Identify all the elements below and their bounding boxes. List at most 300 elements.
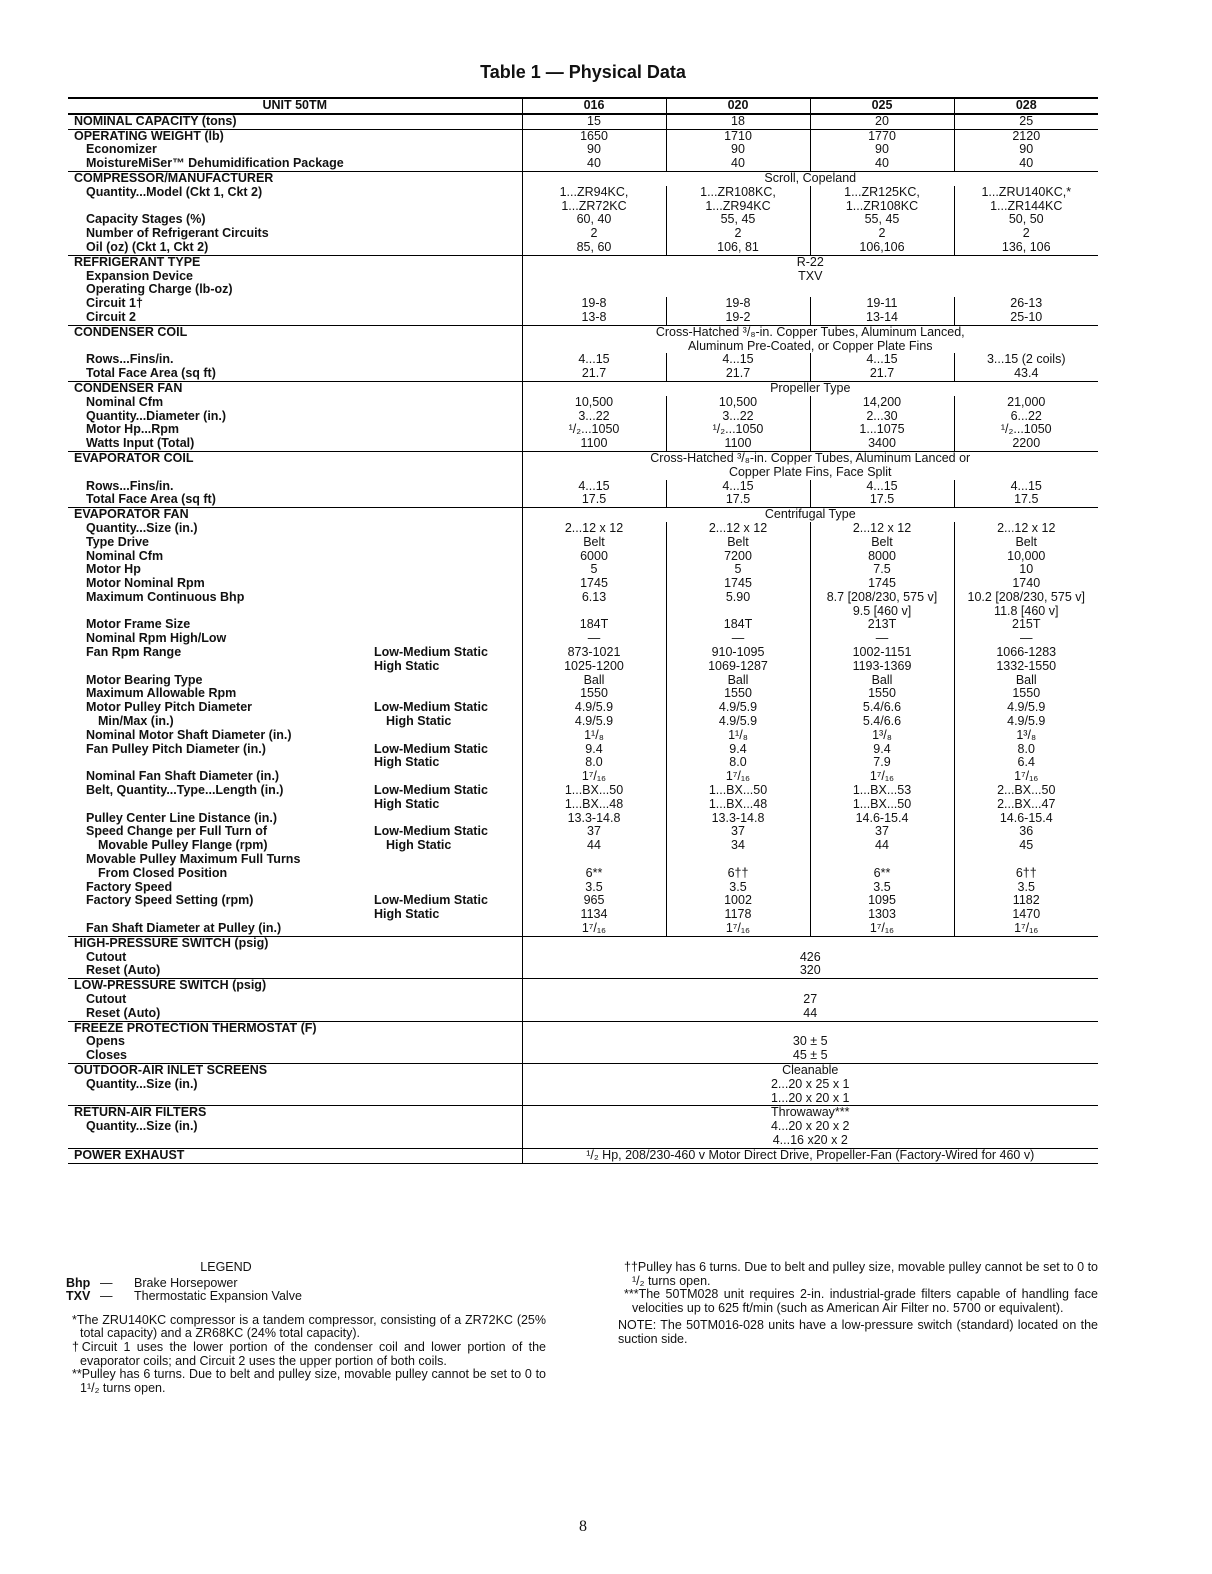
- row-label: [68, 1049, 522, 1063]
- row-label-text: Oil (oz) (Ckt 1, Ckt 2): [86, 239, 209, 254]
- row-label: [68, 894, 522, 908]
- row-label: [68, 396, 522, 410]
- row-value-span: [522, 1021, 1098, 1035]
- row-value-028: 2200: [954, 437, 1098, 451]
- row-sublabel: Low-Medium Static: [374, 700, 488, 715]
- row-label: [68, 687, 522, 701]
- table-row: [68, 577, 1098, 591]
- row-value-span: Centrifugal Type: [764, 507, 856, 522]
- footnote-dagger: †Circuit 1 uses the lower portion of the condenser coil and lower portion of the evaporator coils; and Circuit 2 uses the upper portion of both coils.: [72, 1339, 546, 1368]
- row-value-028: 2...12 x 12: [954, 522, 1098, 536]
- row-value-016: 6.13: [581, 589, 607, 604]
- row-value-016: 21.7: [522, 367, 666, 381]
- table-row: [68, 1049, 1098, 1063]
- table-row: [68, 508, 1098, 522]
- row-label: [68, 993, 522, 1007]
- row-value-016: 3...22: [578, 408, 610, 423]
- table-row: [68, 437, 1098, 451]
- row-value-020: 4.9/5.9: [666, 701, 810, 715]
- row-label: [68, 577, 522, 591]
- row-value-028: 10: [954, 563, 1098, 577]
- row-value-span: 320: [522, 964, 1098, 978]
- row-value-span: Cross-Hatched ³/₈-in. Copper Tubes, Aluminum Lanced, Aluminum Pre-Coated, or Copper Plate Fins: [655, 324, 965, 353]
- table-row: [68, 297, 1098, 311]
- row-value-020: Belt: [666, 536, 810, 550]
- row-label-text: EVAPORATOR COIL: [74, 450, 194, 465]
- table-row: [68, 255, 1098, 269]
- table-row: [68, 311, 1098, 325]
- row-value-028: 1³/₈: [954, 729, 1098, 743]
- row-label: [68, 186, 522, 214]
- row-value-028: 10.2 [208/230, 575 v] 11.8 [460 v]: [954, 591, 1098, 619]
- footnote-triple-asterisk: ***The 50TM028 unit requires 2-in. industrial-grade filters capable of handling face velocities up to 625 ft/min (such as American Air Filter no. 5700 or equivalent).: [624, 1287, 1098, 1315]
- row-value-016: 1650: [580, 128, 608, 143]
- row-label: [68, 922, 522, 936]
- row-value-028: 2...BX...47: [954, 798, 1098, 812]
- row-value-016: 85, 60: [522, 241, 666, 255]
- table-row: [68, 480, 1098, 494]
- row-label-text: Opens: [86, 1034, 125, 1049]
- row-value-025: 2...30: [810, 410, 954, 424]
- row-value-028: 2120: [954, 129, 1098, 143]
- row-value-025: 13-14: [810, 311, 954, 325]
- row-value-016: 60, 40: [576, 212, 612, 227]
- row-label: [68, 1148, 522, 1163]
- row-label: [68, 550, 522, 564]
- row-value-028: 1182: [954, 894, 1098, 908]
- row-sublabel: High Static: [386, 838, 452, 853]
- table-title: Table 1 — Physical Data: [480, 62, 686, 82]
- row-value-016: 1¹/₈: [584, 727, 604, 742]
- row-value-020: 13.3-14.8: [666, 812, 810, 826]
- table-row: [68, 951, 1098, 965]
- legend-heading: LEGEND: [200, 1260, 252, 1274]
- row-value-020: 1...BX...48: [666, 798, 810, 812]
- row-value-span: 426: [799, 949, 821, 964]
- row-label: [68, 660, 522, 674]
- row-label-text: REFRIGERANT TYPE: [74, 254, 201, 269]
- abbr-dash: —: [100, 1275, 113, 1290]
- row-label-text: Cutout: [86, 992, 127, 1006]
- row-label: [68, 227, 522, 241]
- table-row: [68, 143, 1098, 157]
- row-label-text: Total Face Area (sq ft): [86, 492, 216, 507]
- row-label-text: Circuit 1†: [86, 296, 143, 311]
- row-label-text: Total Face Area (sq ft): [86, 366, 216, 381]
- row-value-025: 1550: [810, 687, 954, 701]
- row-value-028: 26-13: [954, 297, 1098, 311]
- row-value-016: 1...BX...50: [564, 783, 624, 798]
- row-label-text: Motor Frame Size: [86, 617, 191, 632]
- row-value-025: 1303: [810, 908, 954, 922]
- table-row: [68, 367, 1098, 381]
- row-value-025: 1...BX...53: [810, 784, 954, 798]
- row-value-span: Throwaway***: [770, 1105, 850, 1120]
- row-label-text: Factory Speed Setting (rpm): [86, 893, 254, 908]
- row-label-text: CONDENSER COIL: [74, 324, 188, 339]
- table-row: [68, 396, 1098, 410]
- row-label: [68, 839, 522, 853]
- row-value-028: 2: [954, 227, 1098, 241]
- table-row: [68, 1106, 1098, 1120]
- row-label: [68, 129, 522, 143]
- table-row: [68, 1063, 1098, 1077]
- table-row: [68, 129, 1098, 143]
- row-value-016: 1...ZR94KC, 1...ZR72KC: [559, 184, 629, 213]
- row-value-016: 40: [522, 157, 666, 171]
- row-value-020: 1710: [666, 129, 810, 143]
- abbr-dash: —: [100, 1289, 113, 1304]
- table-row: [68, 157, 1098, 171]
- row-label-text: LOW-PRESSURE SWITCH (psig): [74, 978, 267, 993]
- page-number: 8: [579, 1518, 587, 1535]
- row-value-028: 90: [954, 143, 1098, 157]
- row-value-025: 1745: [810, 577, 954, 591]
- row-value-028: 215T: [954, 618, 1098, 632]
- row-value-020: 1¹/₈: [666, 729, 810, 743]
- row-label: [68, 1063, 522, 1077]
- table-row: [68, 674, 1098, 688]
- row-value-028: 4.9/5.9: [954, 701, 1098, 715]
- row-value-016: 9.4: [585, 741, 603, 756]
- row-label-text: Fan Shaft Diameter at Pulley (in.): [86, 921, 282, 936]
- row-value-025: 14.6-15.4: [810, 812, 954, 826]
- row-value-028: 45: [954, 839, 1098, 853]
- row-label: [68, 423, 522, 437]
- abbr-definition: Thermostatic Expansion Valve: [134, 1289, 302, 1304]
- table-row: [68, 853, 1098, 867]
- row-label-text: Movable Pulley Maximum Full Turns: [86, 852, 301, 867]
- table-row: [68, 325, 1098, 353]
- row-value-025: 40: [810, 157, 954, 171]
- row-sublabel: High Static: [374, 796, 440, 811]
- row-value-020: 7200: [666, 550, 810, 564]
- table-row: [68, 881, 1098, 895]
- row-value-016: 1550: [580, 686, 608, 701]
- row-label: [68, 812, 522, 826]
- row-value-025: 9.4: [810, 743, 954, 757]
- row-value-020: 19-8: [666, 297, 810, 311]
- row-value-span: [522, 979, 1098, 993]
- row-label-text: From Closed Position: [98, 865, 228, 880]
- row-label-text: POWER EXHAUST: [74, 1147, 185, 1162]
- row-value-span: 4...20 x 20 x 2 4...16 x20 x 2: [522, 1120, 1098, 1148]
- legend-left: [66, 1261, 546, 1395]
- row-label: [68, 798, 522, 812]
- row-value-025: 1⁷/₁₆: [810, 770, 954, 784]
- row-value-016: 4...15: [578, 352, 610, 367]
- row-label-text: Expansion Device: [86, 268, 193, 283]
- row-label: [68, 674, 522, 688]
- row-value-028: 3.5: [954, 881, 1098, 895]
- row-value-028: 1066-1283: [954, 646, 1098, 660]
- row-value-016: Ball: [583, 672, 605, 687]
- row-sublabel: Low-Medium Static: [374, 893, 488, 908]
- row-sublabel: High Static: [374, 658, 440, 673]
- table-row: [68, 618, 1098, 632]
- row-label: [68, 756, 522, 770]
- row-value-025: 1⁷/₁₆: [810, 922, 954, 936]
- row-label: [68, 508, 522, 522]
- row-value-span: 45 ± 5: [522, 1049, 1098, 1063]
- row-value-025: 1002-1151: [810, 646, 954, 660]
- row-label-text: Nominal Motor Shaft Diameter (in.): [86, 727, 292, 742]
- row-label: [68, 825, 522, 839]
- row-value-016: 90: [587, 142, 601, 157]
- header-col-016: 016: [522, 98, 666, 114]
- row-value-028: [954, 853, 1098, 867]
- table-row: [68, 993, 1098, 1007]
- row-value-025: Ball: [810, 674, 954, 688]
- row-label: [68, 951, 522, 965]
- row-label: [68, 311, 522, 325]
- row-value-020: 1745: [666, 577, 810, 591]
- table-row: [68, 784, 1098, 798]
- row-label-text: Motor Nominal Rpm: [86, 576, 205, 591]
- row-label: [68, 143, 522, 157]
- row-sublabel: Low-Medium Static: [374, 783, 488, 798]
- row-label-text: Fan Pulley Pitch Diameter (in.): [86, 741, 266, 756]
- row-label: [68, 1078, 522, 1106]
- row-label: [68, 729, 522, 743]
- row-value-028: 36: [954, 825, 1098, 839]
- row-label-text: Factory Speed: [86, 879, 173, 894]
- row-label-text: Pulley Center Line Distance (in.): [86, 810, 278, 825]
- row-value-025: 6**: [810, 867, 954, 881]
- row-value-020: 90: [666, 143, 810, 157]
- table-header-row: [68, 98, 1098, 114]
- row-value-028: 1470: [954, 908, 1098, 922]
- row-value-016: ¹/₂...1050: [568, 422, 620, 437]
- row-value-020: 40: [666, 157, 810, 171]
- table-row: [68, 213, 1098, 227]
- row-value-span: [522, 283, 1098, 297]
- row-value-025: 1...1075: [810, 423, 954, 437]
- row-value-025: 21.7: [810, 367, 954, 381]
- row-value-016: 1100: [522, 437, 666, 451]
- row-value-span: 44: [522, 1007, 1098, 1021]
- row-label-text: Type Drive: [86, 534, 149, 549]
- row-value-span: R-22: [796, 254, 824, 269]
- row-value-025: 17.5: [810, 493, 954, 507]
- row-value-025: 8.7 [208/230, 575 v] 9.5 [460 v]: [810, 591, 954, 619]
- row-label-text: Quantity...Size (in.): [86, 1076, 198, 1091]
- row-value-016: 15: [522, 114, 666, 129]
- table-row: [68, 522, 1098, 536]
- row-sublabel: High Static: [386, 714, 452, 729]
- row-label-text: Fan Rpm Range: [86, 645, 182, 660]
- row-label-text: Operating Charge (lb-oz): [86, 282, 233, 297]
- row-label: [68, 297, 522, 311]
- row-value-020: 18: [666, 114, 810, 129]
- row-value-020: 5: [666, 563, 810, 577]
- row-label-text: OUTDOOR-AIR INLET SCREENS: [74, 1062, 268, 1077]
- row-value-020: 5.90: [666, 591, 810, 619]
- row-value-016: 2: [590, 226, 598, 241]
- row-label: [68, 270, 522, 284]
- row-value-028: 14.6-15.4: [954, 812, 1098, 826]
- table-row: [68, 770, 1098, 784]
- row-label: [68, 437, 522, 451]
- row-value-span: Propeller Type: [770, 380, 851, 395]
- row-value-028: 6.4: [954, 756, 1098, 770]
- row-label: [68, 964, 522, 978]
- table-row: [68, 922, 1098, 936]
- row-label-text: Speed Change per Full Turn of: [86, 824, 268, 839]
- row-value-025: 7.5: [810, 563, 954, 577]
- row-label: [68, 853, 522, 867]
- row-value-020: 1⁷/₁₆: [666, 922, 810, 936]
- row-value-028: 136, 106: [954, 241, 1098, 255]
- row-value-025: 2: [810, 227, 954, 241]
- row-label: [68, 591, 522, 619]
- row-value-016: —: [587, 631, 601, 646]
- row-value-028: —: [954, 632, 1098, 646]
- row-value-025: 1...BX...50: [810, 798, 954, 812]
- table-row: [68, 715, 1098, 729]
- row-label: [68, 1021, 522, 1035]
- row-label: [68, 241, 522, 255]
- table-row: [68, 381, 1098, 395]
- row-sublabel: Low-Medium Static: [374, 741, 488, 756]
- table-row: [68, 270, 1098, 284]
- row-value-016: 37: [587, 824, 601, 839]
- row-label-text: Nominal Rpm High/Low: [86, 631, 227, 646]
- row-value-020: 1100: [666, 437, 810, 451]
- row-label: [68, 381, 522, 395]
- row-value-028: 17.5: [954, 493, 1098, 507]
- row-label: [68, 632, 522, 646]
- row-value-028: 1550: [954, 687, 1098, 701]
- footnote-note: NOTE: The 50TM016-028 units have a low-pressure switch (standard) located on the suction side.: [618, 1318, 1098, 1346]
- row-value-span: 27: [803, 992, 818, 1006]
- table-row: [68, 839, 1098, 853]
- row-label-text: FREEZE PROTECTION THERMOSTAT (F): [74, 1020, 317, 1035]
- row-label-text: Cutout: [86, 949, 127, 964]
- row-value-020: 55, 45: [666, 213, 810, 227]
- row-label-text: Motor Hp...Rpm: [86, 422, 180, 437]
- row-value-016: 1745: [580, 576, 608, 591]
- row-value-016: 44: [587, 838, 601, 853]
- row-value-020: 1⁷/₁₆: [666, 770, 810, 784]
- row-value-028: ¹/₂...1050: [954, 423, 1098, 437]
- row-label: [68, 493, 522, 507]
- row-value-025: 90: [810, 143, 954, 157]
- row-value-028: Belt: [954, 536, 1098, 550]
- row-value-span: Cleanable: [782, 1062, 839, 1077]
- row-value-028: 43.4: [954, 367, 1098, 381]
- row-label-text: Min/Max (in.): [98, 714, 174, 729]
- row-value-025: 213T: [810, 618, 954, 632]
- row-value-020: 37: [666, 825, 810, 839]
- row-value-016: 5: [590, 562, 598, 577]
- row-label: [68, 283, 522, 297]
- row-label: [68, 157, 522, 171]
- table-row: [68, 493, 1098, 507]
- table-row: [68, 936, 1098, 950]
- row-label: [68, 353, 522, 367]
- table-row: [68, 1078, 1098, 1106]
- row-label-text: COMPRESSOR/MANUFACTURER: [74, 170, 274, 185]
- row-value-025: 1...ZR125KC, 1...ZR108KC: [810, 186, 954, 214]
- row-label-text: Motor Bearing Type: [86, 672, 203, 687]
- row-label-text: Quantity...Diameter (in.): [86, 408, 227, 423]
- table-row: [68, 812, 1098, 826]
- row-label: [68, 1120, 522, 1148]
- row-label: [68, 563, 522, 577]
- table-row: [68, 227, 1098, 241]
- row-label-text: Quantity...Size (in.): [86, 1119, 198, 1134]
- row-label: [68, 715, 522, 729]
- row-value-016: 4...15: [578, 478, 610, 493]
- row-value-028: 10,000: [954, 550, 1098, 564]
- row-value-028: 1332-1550: [954, 660, 1098, 674]
- row-value-025: 14,200: [810, 396, 954, 410]
- row-label-text: OPERATING WEIGHT (lb): [74, 128, 224, 143]
- table-row: [68, 979, 1098, 993]
- table-row: [68, 1007, 1098, 1021]
- row-label: [68, 1007, 522, 1021]
- header-col-028: 028: [954, 98, 1098, 114]
- row-value-016: 1⁷/₁₆: [522, 922, 666, 936]
- row-label: [68, 536, 522, 550]
- row-label: [68, 114, 522, 129]
- row-value-016: 1⁷/₁₆: [581, 769, 607, 784]
- row-label-text: EVAPORATOR FAN: [74, 507, 189, 522]
- row-value-020: 910-1095: [666, 646, 810, 660]
- footnote-double-asterisk: **Pulley has 6 turns. Due to belt and pulley size, movable pulley cannot be set to 0 to 1¹/₂ turns open.: [72, 1367, 546, 1395]
- row-sublabel: High Static: [374, 907, 440, 922]
- table-row: [68, 825, 1098, 839]
- row-value-020: 9.4: [666, 743, 810, 757]
- row-value-028: 2...BX...50: [954, 784, 1098, 798]
- row-label-text: Capacity Stages (%): [86, 212, 206, 227]
- row-value-016: 13.3-14.8: [567, 810, 621, 825]
- legend-right: [618, 1261, 1098, 1347]
- row-value-020: 17.5: [666, 493, 810, 507]
- row-value-028: 25: [954, 114, 1098, 129]
- row-label-text: Motor Pulley Pitch Diameter: [86, 700, 253, 715]
- row-label-text: NOMINAL CAPACITY (tons): [74, 113, 237, 128]
- table-row: [68, 563, 1098, 577]
- row-value-028: 8.0: [954, 743, 1098, 757]
- row-label-text: Closes: [86, 1048, 127, 1063]
- row-value-025: 1095: [810, 894, 954, 908]
- row-label: [68, 770, 522, 784]
- row-value-028: 4...15: [954, 480, 1098, 494]
- row-label: [68, 325, 522, 353]
- row-value-016: 8.0: [585, 755, 603, 770]
- row-label-text: CONDENSER FAN: [74, 380, 183, 395]
- row-value-020: 10,500: [666, 396, 810, 410]
- row-value-016: 6**: [585, 865, 603, 880]
- row-label-text: Nominal Cfm: [86, 548, 164, 563]
- row-value-025: 5.4/6.6: [810, 715, 954, 729]
- row-value-016: 10,500: [574, 394, 614, 409]
- table-row: [68, 171, 1098, 185]
- row-label: [68, 908, 522, 922]
- row-value-020: 1550: [666, 687, 810, 701]
- table-row: [68, 186, 1098, 214]
- row-label-text: Maximum Allowable Rpm: [86, 686, 237, 701]
- row-label: [68, 867, 522, 881]
- row-value-020: 1069-1287: [666, 660, 810, 674]
- row-value-025: 37: [810, 825, 954, 839]
- row-label: [68, 255, 522, 269]
- table-row: [68, 964, 1098, 978]
- row-value-020: 4...15: [666, 480, 810, 494]
- row-value-025: 55, 45: [810, 213, 954, 227]
